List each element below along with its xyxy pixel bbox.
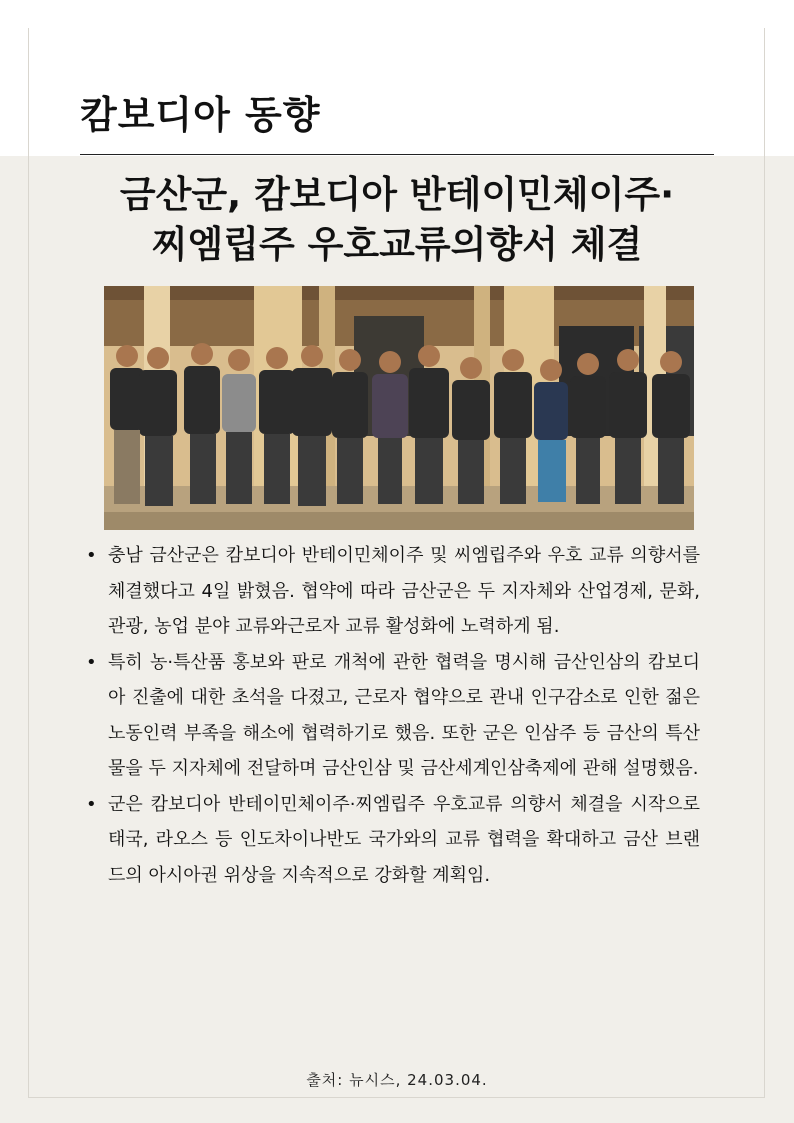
bullet-item: • 군은 캄보디아 반테이민체이주·찌엠립주 우호교류 의향서 체결을 시작으로 태국, 라오스 등 인도차이나반도 국가와의 교류 협력을 확대하고 금산 브랜드의 아시아권 위상을 지속적으로 강화할 계획임. — [84, 787, 700, 894]
group-photo — [104, 286, 694, 530]
headline-line-1: 금산군, 캄보디아 반테이민체이주· — [119, 173, 675, 216]
headline-line-2: 찌엠립주 우호교류의향서 체결 — [151, 223, 643, 266]
article-bullets — [84, 538, 700, 893]
bullet-item: • 충남 금산군은 캄보디아 반테이민체이주 및 씨엠립주와 우호 교류 의향서를 체결했다고 4일 밝혔음. 협약에 따라 금산군은 두 지자체와 산업경제, 문화, 관광, 농업 분야 교류와근로자 교류 활성화에 노력하게 됨. — [84, 538, 700, 645]
bullet-item: • 특히 농·특산품 홍보와 판로 개척에 관한 협력을 명시해 금산인삼의 캄보디아 진출에 대한 초석을 다졌고, 근로자 협약으로 관내 인구감소로 인한 젊은 노동인력 부족을 해소에 협력하기로 했음. 또한 군은 인삼주 등 금산의 특산물을 두 지자체에 전달하며 금산인삼 및 금산세계인삼축제에 관해 설명했음. — [84, 645, 700, 787]
title-divider — [80, 154, 714, 155]
section-title: 캄보디아 동향 — [80, 93, 321, 137]
article-headline — [80, 170, 714, 270]
group-photo-illustration — [104, 286, 694, 530]
source-citation: 출처: 뉴시스, 24.03.04. — [306, 1071, 488, 1089]
